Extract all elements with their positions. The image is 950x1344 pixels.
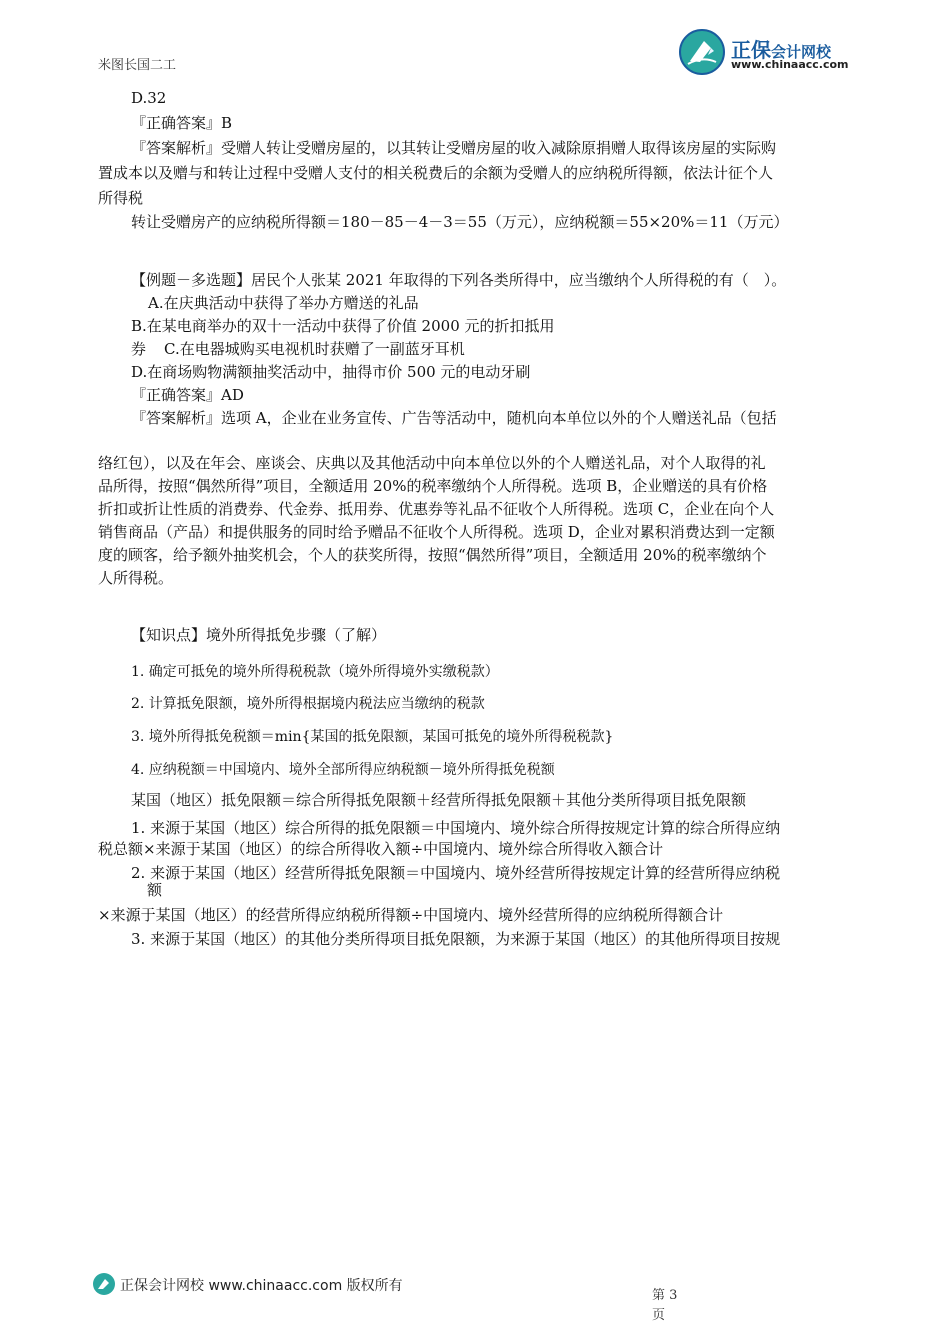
section-item-2-line1: 2. 来源于某国（地区）经营所得抵免限额＝中国境内、境外经营所得按规定计算的经营所得应纳税 bbox=[131, 864, 781, 882]
section-step-4: 4. 应纳税额＝中国境内、境外全部所得应纳税额－境外所得抵免税额 bbox=[131, 762, 555, 778]
q1-answer: 『正确答案』B bbox=[131, 114, 233, 132]
q2-analysis-line3: 品所得，按照“偶然所得”项目，全额适用 20%的税率缴纳个人所得税。选项 B，企业赠送的具有价格 bbox=[98, 477, 768, 495]
section-item-2-line2: ×来源于某国（地区）的经营所得应纳税所得额÷中国境内、境外经营所得的应纳税所得额合计 bbox=[98, 906, 724, 924]
q2-analysis-line2: 络红包），以及在年会、座谈会、庆典以及其他活动中向本单位以外的个人赠送礼品，对个人取得的礼 bbox=[98, 454, 766, 472]
footer-copyright: 正保会计网校 www.chinaacc.com 版权所有 bbox=[120, 1278, 403, 1294]
q2-analysis-line5: 销售商品（产品）和提供服务的同时给予赠品不征收个人所得税。选项 D，企业对累积消费达到一定额 bbox=[98, 523, 775, 541]
section-item-1-line2: 税总额×来源于某国（地区）的综合所得收入额÷中国境内、境外综合所得收入额合计 bbox=[98, 840, 664, 858]
section-step-3: 3. 境外所得抵免税额＝min{某国的抵免限额，某国可抵免的境外所得税税款} bbox=[131, 729, 614, 745]
logo-name: 正保会计网校 bbox=[731, 38, 832, 62]
section-formula: 某国（地区）抵免限额＝综合所得抵免限额＋经营所得抵免限额＋其他分类所得项目抵免限额 bbox=[131, 791, 747, 809]
q2-option-a: A.在庆典活动中获得了举办方赠送的礼品 bbox=[148, 294, 419, 312]
q2-option-c: C.在电器城购买电视机时获赠了一副蓝牙耳机 bbox=[164, 340, 465, 358]
q1-calc-line: 转让受赠房产的应纳税所得额＝180－85－4－3＝55（万元），应纳税额＝55×20%＝11（万元） bbox=[131, 213, 789, 231]
q1-analysis-line2: 置成本以及赠与和转让过程中受赠人支付的相关税费后的余额为受赠人的应纳税所得额，依法计征个人 bbox=[98, 164, 774, 182]
section-item-1-line1: 1. 来源于某国（地区）综合所得的抵免限额＝中国境内、境外综合所得按规定计算的综合所得应纳 bbox=[131, 819, 781, 837]
q2-answer: 『正确答案』AD bbox=[131, 386, 244, 404]
q2-stem: 【例题－多选题】居民个人张某 2021 年取得的下列各类所得中，应当缴纳个人所得税的有（ ）。 bbox=[131, 271, 787, 289]
q1-option-d: D.32 bbox=[131, 89, 167, 107]
section-step-1: 1. 确定可抵免的境外所得税税款（境外所得境外实缴税款） bbox=[131, 664, 499, 680]
page-number: 第 3 页 bbox=[652, 1288, 678, 1323]
section-item-2-line1b: 额 bbox=[147, 881, 163, 899]
q2-option-b-cont: 券 bbox=[131, 340, 147, 358]
q2-analysis-line7: 人所得税。 bbox=[98, 569, 174, 587]
q2-analysis-line6: 度的顾客，给予额外抽奖机会，个人的获奖所得，按照“偶然所得”项目，全额适用 20%的税率缴纳个 bbox=[98, 546, 767, 564]
logo-icon bbox=[678, 28, 726, 76]
section-title: 【知识点】境外所得抵免步骤（了解） bbox=[131, 626, 387, 644]
q2-option-d: D.在商场购物满额抽奖活动中，抽得市价 500 元的电动牙刷 bbox=[131, 363, 531, 381]
q2-analysis-line1: 『答案解析』选项 A，企业在业务宣传、广告等活动中，随机向本单位以外的个人赠送礼品（包括 bbox=[131, 409, 777, 427]
brand-logo bbox=[678, 28, 878, 78]
logo-url: www.chinaacc.com bbox=[731, 58, 849, 71]
header-cut-text: 米图长国二工 bbox=[98, 58, 177, 73]
footer-logo-icon bbox=[92, 1272, 116, 1296]
section-item-3-line1: 3. 来源于某国（地区）的其他分类所得项目抵免限额，为来源于某国（地区）的其他所得项目按规 bbox=[131, 930, 781, 948]
q2-option-b: B.在某电商举办的双十一活动中获得了价值 2000 元的折扣抵用 bbox=[131, 317, 555, 335]
q1-analysis-line1: 『答案解析』受赠人转让受赠房屋的，以其转让受赠房屋的收入减除原捐赠人取得该房屋的实际购 bbox=[131, 139, 777, 157]
section-step-2: 2. 计算抵免限额，境外所得根据境内税法应当缴纳的税款 bbox=[131, 696, 485, 712]
q1-analysis-line3: 所得税 bbox=[98, 189, 144, 207]
q2-analysis-line4: 折扣或折让性质的消费券、代金券、抵用券、优惠券等礼品不征收个人所得税。选项 C，企业在向个人 bbox=[98, 500, 775, 518]
